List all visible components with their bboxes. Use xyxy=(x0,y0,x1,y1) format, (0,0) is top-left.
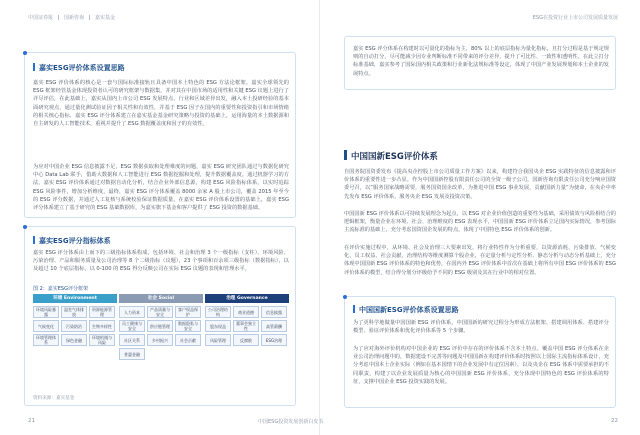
setup-card xyxy=(344,296,616,408)
continuation-card xyxy=(344,36,616,90)
framework-cell: 高管薪酬 xyxy=(261,320,287,332)
framework-cell: 污染防治 xyxy=(61,320,87,332)
card-title: 嘉实ESG评价体系设置思路 xyxy=(33,63,125,73)
card-paragraph: 为了应对海外评价机构对中国企业的 ESG 评价中存在的评价体系不含本土特点、覆盖中国 ESG 评分体系在企业公司治理问题中的，数据建设不完善等问题及中国国新在构建评价体系时按照以上国际主流指标体系设计，充分考虑中国本土企业实际（例如在基本国情下的企业发展中有定位因素），以及央企在 ESG 体系中需要承担的不同职责，构建了以企业发展质量为核心的中国国新 ESG 评价体系，充分体现中国特色的 ESG 评价体系的特征，支撑中国企业 ESG 投资实践的发展。 xyxy=(353,346,609,385)
page-number: 21 xyxy=(28,418,35,424)
left-running-head xyxy=(28,14,115,21)
governance-header: 治理 Governance xyxy=(205,294,289,303)
framework-cell: 反腐败 xyxy=(233,334,259,346)
corner-dot xyxy=(23,51,27,55)
figure-caption: 图 2：嘉实ESG评分框架 xyxy=(33,286,88,292)
framework-cell: 环境风险暴露 xyxy=(33,306,59,318)
framework-cell: 商业道德 xyxy=(233,306,259,318)
framework-cell: 数据隐私与安全 xyxy=(175,320,201,332)
framework-cell: 股东权益 xyxy=(205,320,231,332)
environment-column xyxy=(33,294,117,345)
framework-cell: 董事会独立性 xyxy=(233,320,259,332)
card-title: 中国国新ESG评价体系设置思路 xyxy=(353,305,459,315)
esg-framework-figure xyxy=(33,294,289,390)
social-header: 社会 Social xyxy=(119,294,203,303)
card-paragraph: 嘉实 ESG 评价体系的核心是一套与国际标准接轨且具备中国本土特色的 ESG 方法论框架。嘉实全球领先的 ESG 框架经管基金体现投资者认可的研究框架与数据集，并对其在中国市场的适用性和关键 ESG 议题上进行了详尽评估，在此基础上，嘉实从国内上市公司 ESG 发展特点、行业和区域差异出发，融入本土投研经验的基本面研究观点，通过量化测试验证因子相关性和有效性，并基于 ESG 因子在国内的重要性和投资指引和市场情绪的相关核心指标，嘉实 ESG 评分体系建立在嘉实基金基金研究策略与投资的基础上，运用海量的本土数据源和自主研发的人工智能技术，重视并提升了 ESG 数据覆盖度和因子的有效性。 xyxy=(33,80,289,128)
framework-cell: 信息披露 xyxy=(261,306,287,318)
framework-cell: 风险管理 xyxy=(205,334,231,346)
framework-cell: 环境机遇与风险 xyxy=(89,334,115,346)
corner-dot xyxy=(23,225,27,229)
running-head-item: 嘉实基金 xyxy=(95,15,116,21)
section-heading: 中国国新ESG评价体系 xyxy=(344,150,438,162)
right-running-head: ESG在投资行业上市公司发展质量发展 xyxy=(532,15,618,21)
framework-cell: 员工健康与安全 xyxy=(119,320,145,332)
card-paragraph: 为应对中国企业 ESG 信息披露不足、ESG 数据获取和处理难度的问题，嘉实 ESG 研究团队通过与数据化研究中心 Data Lab 联手，借助大数据和人工智能进行 ESG 数据挖掘和处理，提升数据覆盖度。通过机器学习的方法，嘉实 ESG 评价体系通过对数据自动化分析，结合企业外部信息源，构建 ESG 风险指标体系，以实时追踪 ESG 风险事件，增加分析维度，最终，嘉实 ESG 评分体系覆盖 8000 余家 A 股上市公司，覆盖 2015 年至今的 ESG 评分数据，并通过人工复核与系统校验保证数据质量，在嘉实 ESG 评价体系设置的基础上，嘉实 ESG 评分体系建立了基于研究的 ESG 基础数据库，为嘉实旗下基金和客户提供了 ESG 投资的数据基础。 xyxy=(33,164,289,212)
corner-dot xyxy=(343,295,347,299)
framework-cell: 普惠金融 xyxy=(119,348,145,360)
framework-cell: 公司治理结构 xyxy=(205,306,231,318)
framework-cell: 温室气体排放 xyxy=(61,306,87,318)
section-paragraph: 中国国新 ESG 评价体系以可持续发展理念为起点，以 ESG 对企业价值创造的重要性为基础，采用债效与风险相结合的逻辑框架，衡量企业在环境、社会、治理维度的 ESG 表现水平，中国国新 ESG 评价体系立足国内实际情况，参考国际主流标准的基础上，充分考虑国资国企发展的特点，体现了中国特色 ESG 评价体系的创新。 xyxy=(344,211,616,234)
section-paragraph: 自国务院国资委发布《提高央企控股上市公司质量工作方案》以来，构建符合我国央企 ESG 实践特征的信息披露和评价体系的重要性进一步凸显。作为中国国新控股有限责任公司的全资一级子公司，国新咨询有限责任公司充分响应国资委号召，以“服务国家战略需要，服务国资国企改革，为推进中国 ESG 事业发展，贡献国新力量”为使命，在央企中率先发布 ESG 评价体系，服务央企 ESG 发展及投资决策。 xyxy=(344,169,616,200)
social-column xyxy=(119,294,203,357)
footer-title: 中国ESG投资发展创新白皮书 xyxy=(258,419,324,425)
environment-header: 环境 Environment xyxy=(33,294,117,303)
governance-column xyxy=(205,294,289,343)
framework-cell: 气候变化 xyxy=(33,320,59,332)
framework-cell: 供应链管理 xyxy=(147,320,173,332)
scoring-card xyxy=(24,226,296,406)
framework-cell: 客户权益保护 xyxy=(175,306,201,318)
framework-cell: 乡村振兴 xyxy=(147,334,173,346)
figure-source: 资料来源：嘉实基金 xyxy=(33,396,75,401)
framework-cell: 人力资本 xyxy=(119,306,145,318)
card-paragraph: 为了更科学地做量中国国新 ESG 评价体系，中国国新的研究过程分为形成方法框架、搭建调用体系、搭建评分模型、验证评价体系和优化评价体系等 5 个步骤。 xyxy=(353,320,609,335)
framework-cell: 资源能源管理 xyxy=(89,306,115,318)
framework-cell: 社会贡献 xyxy=(175,334,201,346)
framework-cell: 生物多样性 xyxy=(89,320,115,332)
page-number: 22 xyxy=(611,418,618,424)
framework-cell: 绿色金融 xyxy=(61,334,87,346)
running-head-item: 国新咨询 xyxy=(64,15,85,21)
card-title: 嘉实ESG评分指标体系 xyxy=(33,236,111,246)
section-paragraph: 在评价实施过程中，从环境、社会及治理三大要素出发，将行业特性作为分析重要，以资源消耗、污染排放、气候变化、员工权益、社会贡献、治理结构等维度测算个股企业，在定量分析与定性分析、静态分析与动态分析基础上，充分体现中国国新 ESG 评价体系的特色和优势，在国内外 ESG 评价体系中首次在基础上将所有中国 ESG 评价体系的 ESG 评价体系的模型，结合得分划分评级给予不同的 ESG 级别及其在行业中的相对位置。 xyxy=(344,245,616,276)
methodology-card xyxy=(24,52,296,218)
running-head-item: 中国证券报 xyxy=(28,15,54,21)
card-paragraph: 嘉实 ESG 评分体系由上而下的三级指标体系构成，包括环境、社会和治理 3 个一级指标（支柱）、环境风险、污染治理、产品和服务质量及公司治理等 8 个二级指标（议题），23 个事项和百余项三级指标（数据指标），以及超过 10 个底层指标，以 0-100 的 ESG 得分反映公司在实际 ESG 议题的表现和管理水平。 xyxy=(33,250,289,273)
framework-cell: 产品质量与安全 xyxy=(147,306,173,318)
card-paragraph: 嘉实 ESG 评分体系在构建时以可量化的指标为主，80% 以上的底层指标为量化指标，且打分过程是基于规定规则的自动打分，尽可能减少因专业判断标准不同带来的评分差异，提升了可比性、一致性和透明性。在此立打分标准基础，嘉实参考了国际国内相关政策和行业新化法规标准等设定，体现了中国产业发展规划和本土企业的发展特点。 xyxy=(353,46,609,77)
framework-cell: 社区关系 xyxy=(119,334,145,346)
framework-cell: 环境管理体系 xyxy=(33,334,59,346)
framework-cell: ESG治理 xyxy=(261,334,287,346)
